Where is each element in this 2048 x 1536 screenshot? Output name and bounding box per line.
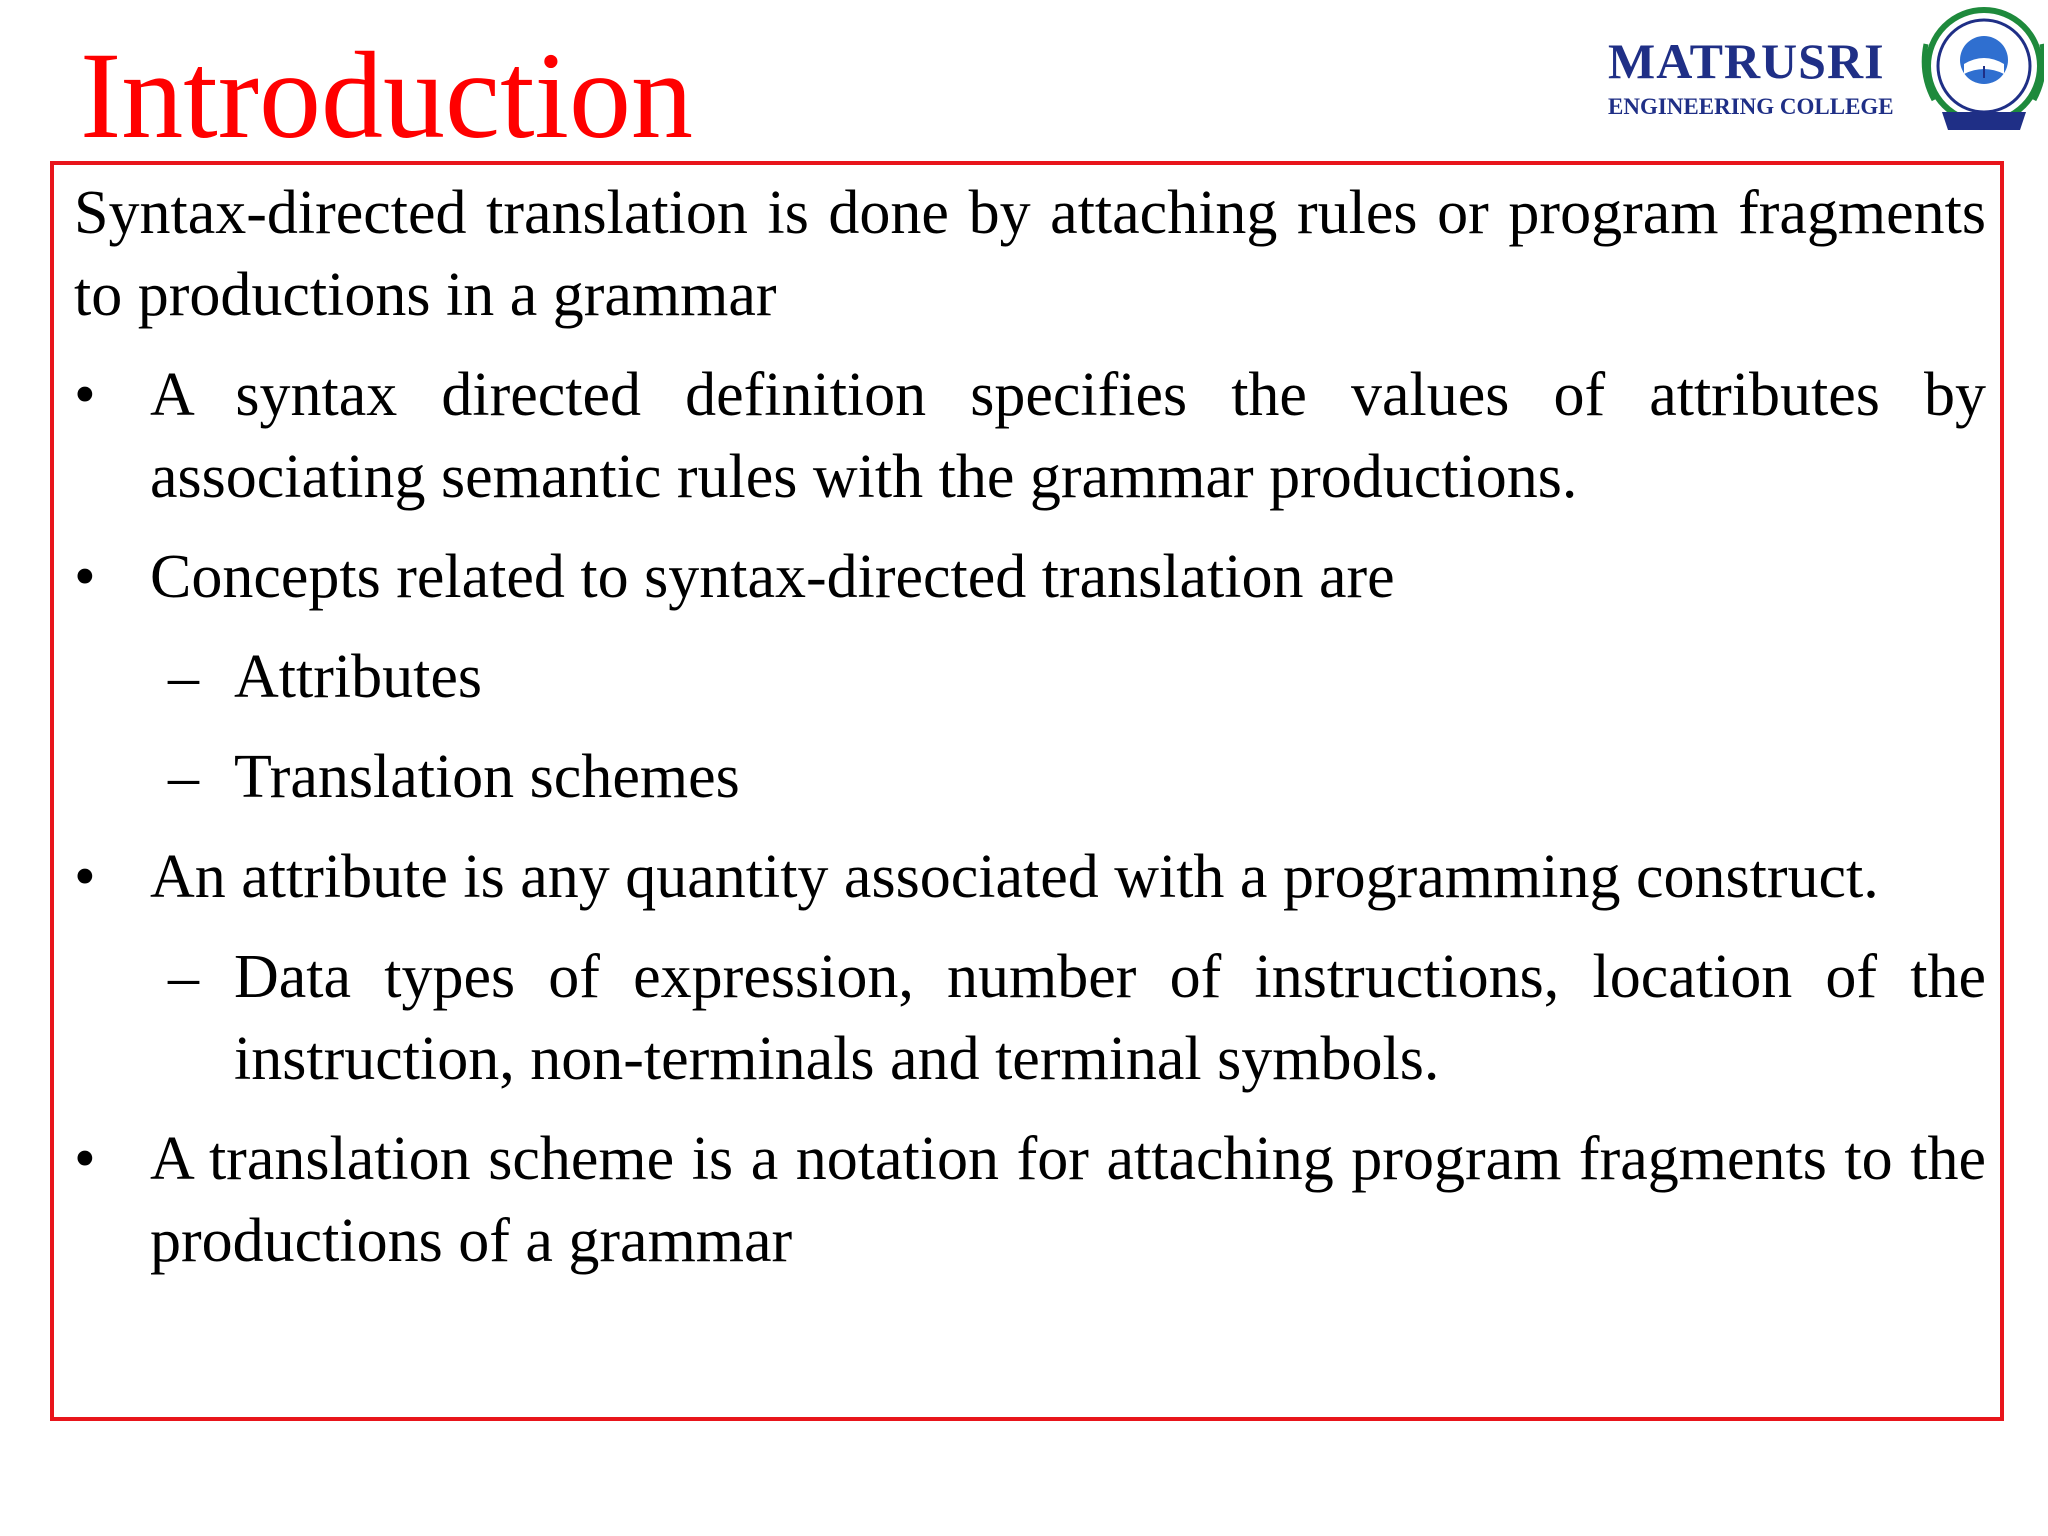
bullet-item [74, 536, 1986, 618]
logo-subtitle: ENGINEERING COLLEGE [1608, 94, 1894, 119]
sub-bullet-text: Attributes [234, 643, 482, 711]
bullet-marker: • [74, 361, 96, 429]
bullet-text: An attribute is any quantity associated with a programming construct. [150, 843, 1879, 911]
bullet-text: Concepts related to syntax-directed translation are [150, 543, 1395, 611]
dash-marker: – [168, 943, 199, 1011]
bullet-item [74, 354, 1986, 518]
bullet-marker: • [74, 543, 96, 611]
college-crest-icon [1920, 4, 2044, 142]
slide-title: Introduction [80, 27, 693, 164]
bullet-marker: • [74, 1125, 96, 1193]
college-logo [1600, 0, 2048, 150]
sub-bullet-text: Translation schemes [234, 743, 740, 811]
bullet-text: A translation scheme is a notation for attaching program fragments to the productions of a grammar [150, 1125, 1986, 1275]
dash-marker: – [168, 643, 199, 711]
dash-marker: – [168, 743, 199, 811]
sub-bullet-item [74, 736, 1986, 818]
slide-body [74, 172, 1986, 1282]
logo-name: MATRUSRI [1608, 33, 1885, 89]
bullet-marker: • [74, 843, 96, 911]
bullet-text: A syntax directed definition specifies the values of attributes by associating semantic rules with the grammar productions. [150, 361, 1986, 511]
bullet-item [74, 1118, 1986, 1282]
sub-bullet-item [74, 936, 1986, 1100]
sub-bullet-item [74, 636, 1986, 718]
intro-paragraph: Syntax-directed translation is done by attaching rules or program fragments to productions in a grammar [74, 179, 1986, 329]
bullet-item [74, 836, 1986, 918]
sub-bullet-text: Data types of expression, number of instructions, location of the instruction, non-terminals and terminal symbols. [234, 943, 1986, 1093]
